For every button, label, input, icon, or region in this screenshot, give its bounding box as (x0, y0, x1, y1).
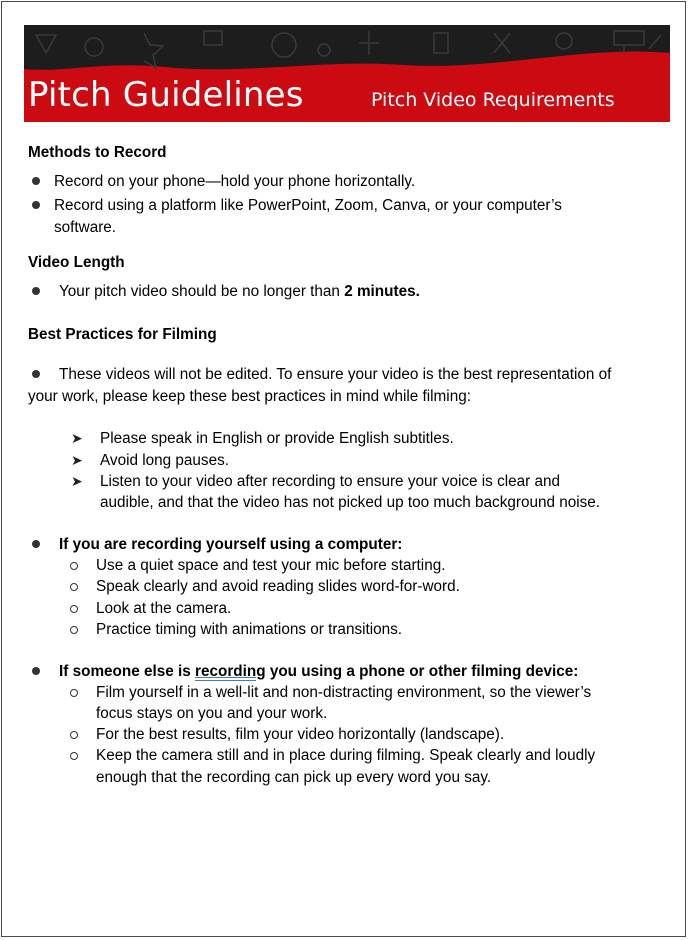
list-item-continued: enough that the recording can pick up every word you say. (96, 769, 492, 786)
list-item-continued: software. (54, 219, 117, 236)
list-item: Practice timing with animations or transitions. (96, 621, 403, 638)
list-item: Keep the camera still and in place during filming. Speak clearly and loudly (96, 747, 596, 764)
bullet (32, 540, 40, 548)
list-item: Use a quiet space and test your mic before starting. (96, 557, 446, 574)
banner-title: Pitch Guidelines (28, 75, 304, 115)
circle-bullet (70, 689, 78, 697)
subheading-computer: If you are recording yourself using a computer: (59, 536, 403, 553)
bullet (32, 201, 40, 209)
list-item: Listen to your video after recording to ensure your voice is clear and (100, 473, 561, 490)
circle-bullet (70, 752, 78, 760)
list-item-continued: audible, and that the video has not picked up too much background noise. (100, 494, 601, 511)
heading-best-practices: Best Practices for Filming (28, 326, 217, 343)
bullet (32, 177, 40, 185)
banner-subtitle: Pitch Video Requirements (371, 89, 615, 111)
bullet (32, 667, 40, 675)
circle-bullet (70, 626, 78, 634)
duration-limit: 2 minutes. (344, 283, 420, 300)
heading-video-length: Video Length (28, 254, 125, 271)
bullet (32, 287, 40, 295)
paragraph-line: your work, please keep these best practices in mind while filming: (28, 388, 471, 405)
circle-bullet (70, 583, 78, 591)
circle-bullet (70, 605, 78, 613)
list-item-continued: focus stays on you and your work. (96, 705, 328, 722)
list-item: Avoid long pauses. (100, 452, 229, 469)
bullet (32, 370, 40, 378)
list-item: Record using a platform like PowerPoint, Zoom, Canva, or your computer’s (54, 197, 562, 214)
list-item: Your pitch video should be no longer than 2 minutes. (59, 283, 420, 300)
arrow-bullet: ➤ (71, 430, 83, 446)
arrow-bullet: ➤ (71, 473, 83, 489)
circle-bullet (70, 562, 78, 570)
list-item: Speak clearly and avoid reading slides word-for-word. (96, 578, 460, 595)
arrow-bullet: ➤ (71, 452, 83, 468)
subheading-other-recorder: If someone else is recording you using a phone or other filming device: (59, 663, 579, 680)
heading-methods: Methods to Record (28, 144, 167, 161)
list-item: Record on your phone—hold your phone horizontally. (54, 173, 416, 190)
list-item: Look at the camera. (96, 600, 232, 617)
spellcheck-underlined-word: recording (195, 663, 266, 680)
list-item: Film yourself in a well-lit and non-distracting environment, so the viewer’s (96, 684, 592, 701)
circle-bullet (70, 731, 78, 739)
paragraph-line: These videos will not be edited. To ensure your video is the best representation of (59, 366, 612, 383)
list-item: For the best results, film your video horizontally (landscape). (96, 726, 505, 743)
list-item: Please speak in English or provide English subtitles. (100, 430, 454, 447)
